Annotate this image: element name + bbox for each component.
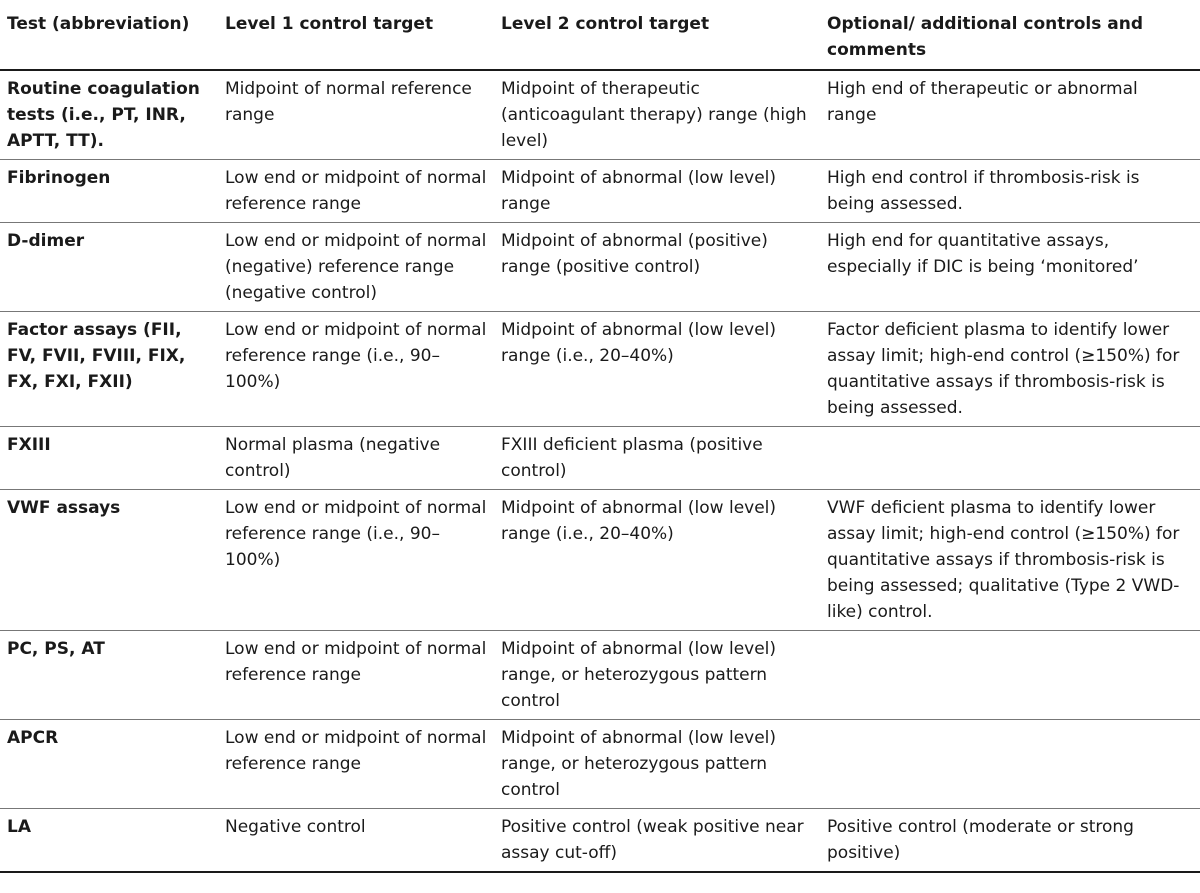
cell-level1: Low end or midpoint of normal reference range [218,160,494,223]
header-row [0,11,1200,70]
cell-level1: Low end or midpoint of normal reference range [218,720,494,809]
cell-optional: High end control if thrombosis-risk is being assessed. [820,160,1200,223]
cell-level2: Midpoint of abnormal (low level) range (i.e., 20–40%) [494,312,820,427]
cell-level2: Midpoint of abnormal (positive) range (positive control) [494,223,820,312]
cell-optional: VWF deficient plasma to identify lower assay limit; high-end control (≥150%) for quantitative assays if thrombosis-risk is being assessed; qualitative (Type 2 VWD-like) control. [820,490,1200,631]
header-level1: Level 1 control target [218,11,494,70]
cell-test: PC, PS, AT [0,631,218,720]
cell-optional: High end for quantitative assays, especially if DIC is being ‘monitored’ [820,223,1200,312]
cell-level1: Low end or midpoint of normal reference range (i.e., 90–100%) [218,312,494,427]
cell-test: APCR [0,720,218,809]
cell-optional [820,631,1200,720]
cell-optional: High end of therapeutic or abnormal range [820,70,1200,160]
table-row [0,312,1200,427]
cell-level1: Normal plasma (negative control) [218,427,494,490]
table-row [0,631,1200,720]
table-row [0,809,1200,873]
table-row [0,160,1200,223]
cell-optional: Factor deficient plasma to identify lower assay limit; high-end control (≥150%) for quantitative assays if thrombosis-risk is being assessed. [820,312,1200,427]
cell-level1: Low end or midpoint of normal reference range (i.e., 90–100%) [218,490,494,631]
header-test: Test (abbreviation) [0,11,218,70]
cell-level1: Low end or midpoint of normal (negative) reference range (negative control) [218,223,494,312]
cell-test: FXIII [0,427,218,490]
cell-optional [820,427,1200,490]
table-row [0,490,1200,631]
table-row [0,70,1200,160]
control-targets-table [0,11,1200,873]
table-row [0,223,1200,312]
cell-level2: Midpoint of abnormal (low level) range [494,160,820,223]
cell-level1: Low end or midpoint of normal reference range [218,631,494,720]
header-optional: Optional/ additional controls and comments [820,11,1200,70]
cell-test: LA [0,809,218,873]
cell-test: Routine coagulation tests (i.e., PT, INR, APTT, TT). [0,70,218,160]
cell-level2: FXIII deficient plasma (positive control) [494,427,820,490]
cell-level2: Midpoint of therapeutic (anticoagulant therapy) range (high level) [494,70,820,160]
cell-test: D-dimer [0,223,218,312]
cell-level1: Negative control [218,809,494,873]
table-row [0,427,1200,490]
cell-level2: Midpoint of abnormal (low level) range (i.e., 20–40%) [494,490,820,631]
table-row [0,720,1200,809]
header-level2: Level 2 control target [494,11,820,70]
table-body [0,70,1200,872]
cell-level2: Positive control (weak positive near assay cut-off) [494,809,820,873]
cell-level2: Midpoint of abnormal (low level) range, or heterozygous pattern control [494,720,820,809]
cell-level1: Midpoint of normal reference range [218,70,494,160]
cell-optional: Positive control (moderate or strong positive) [820,809,1200,873]
table-header [0,11,1200,70]
cell-level2: Midpoint of abnormal (low level) range, or heterozygous pattern control [494,631,820,720]
control-targets-table-container [0,11,1200,873]
cell-test: Factor assays (FII, FV, FVII, FVIII, FIX, FX, FXI, FXII) [0,312,218,427]
cell-test: Fibrinogen [0,160,218,223]
cell-optional [820,720,1200,809]
cell-test: VWF assays [0,490,218,631]
